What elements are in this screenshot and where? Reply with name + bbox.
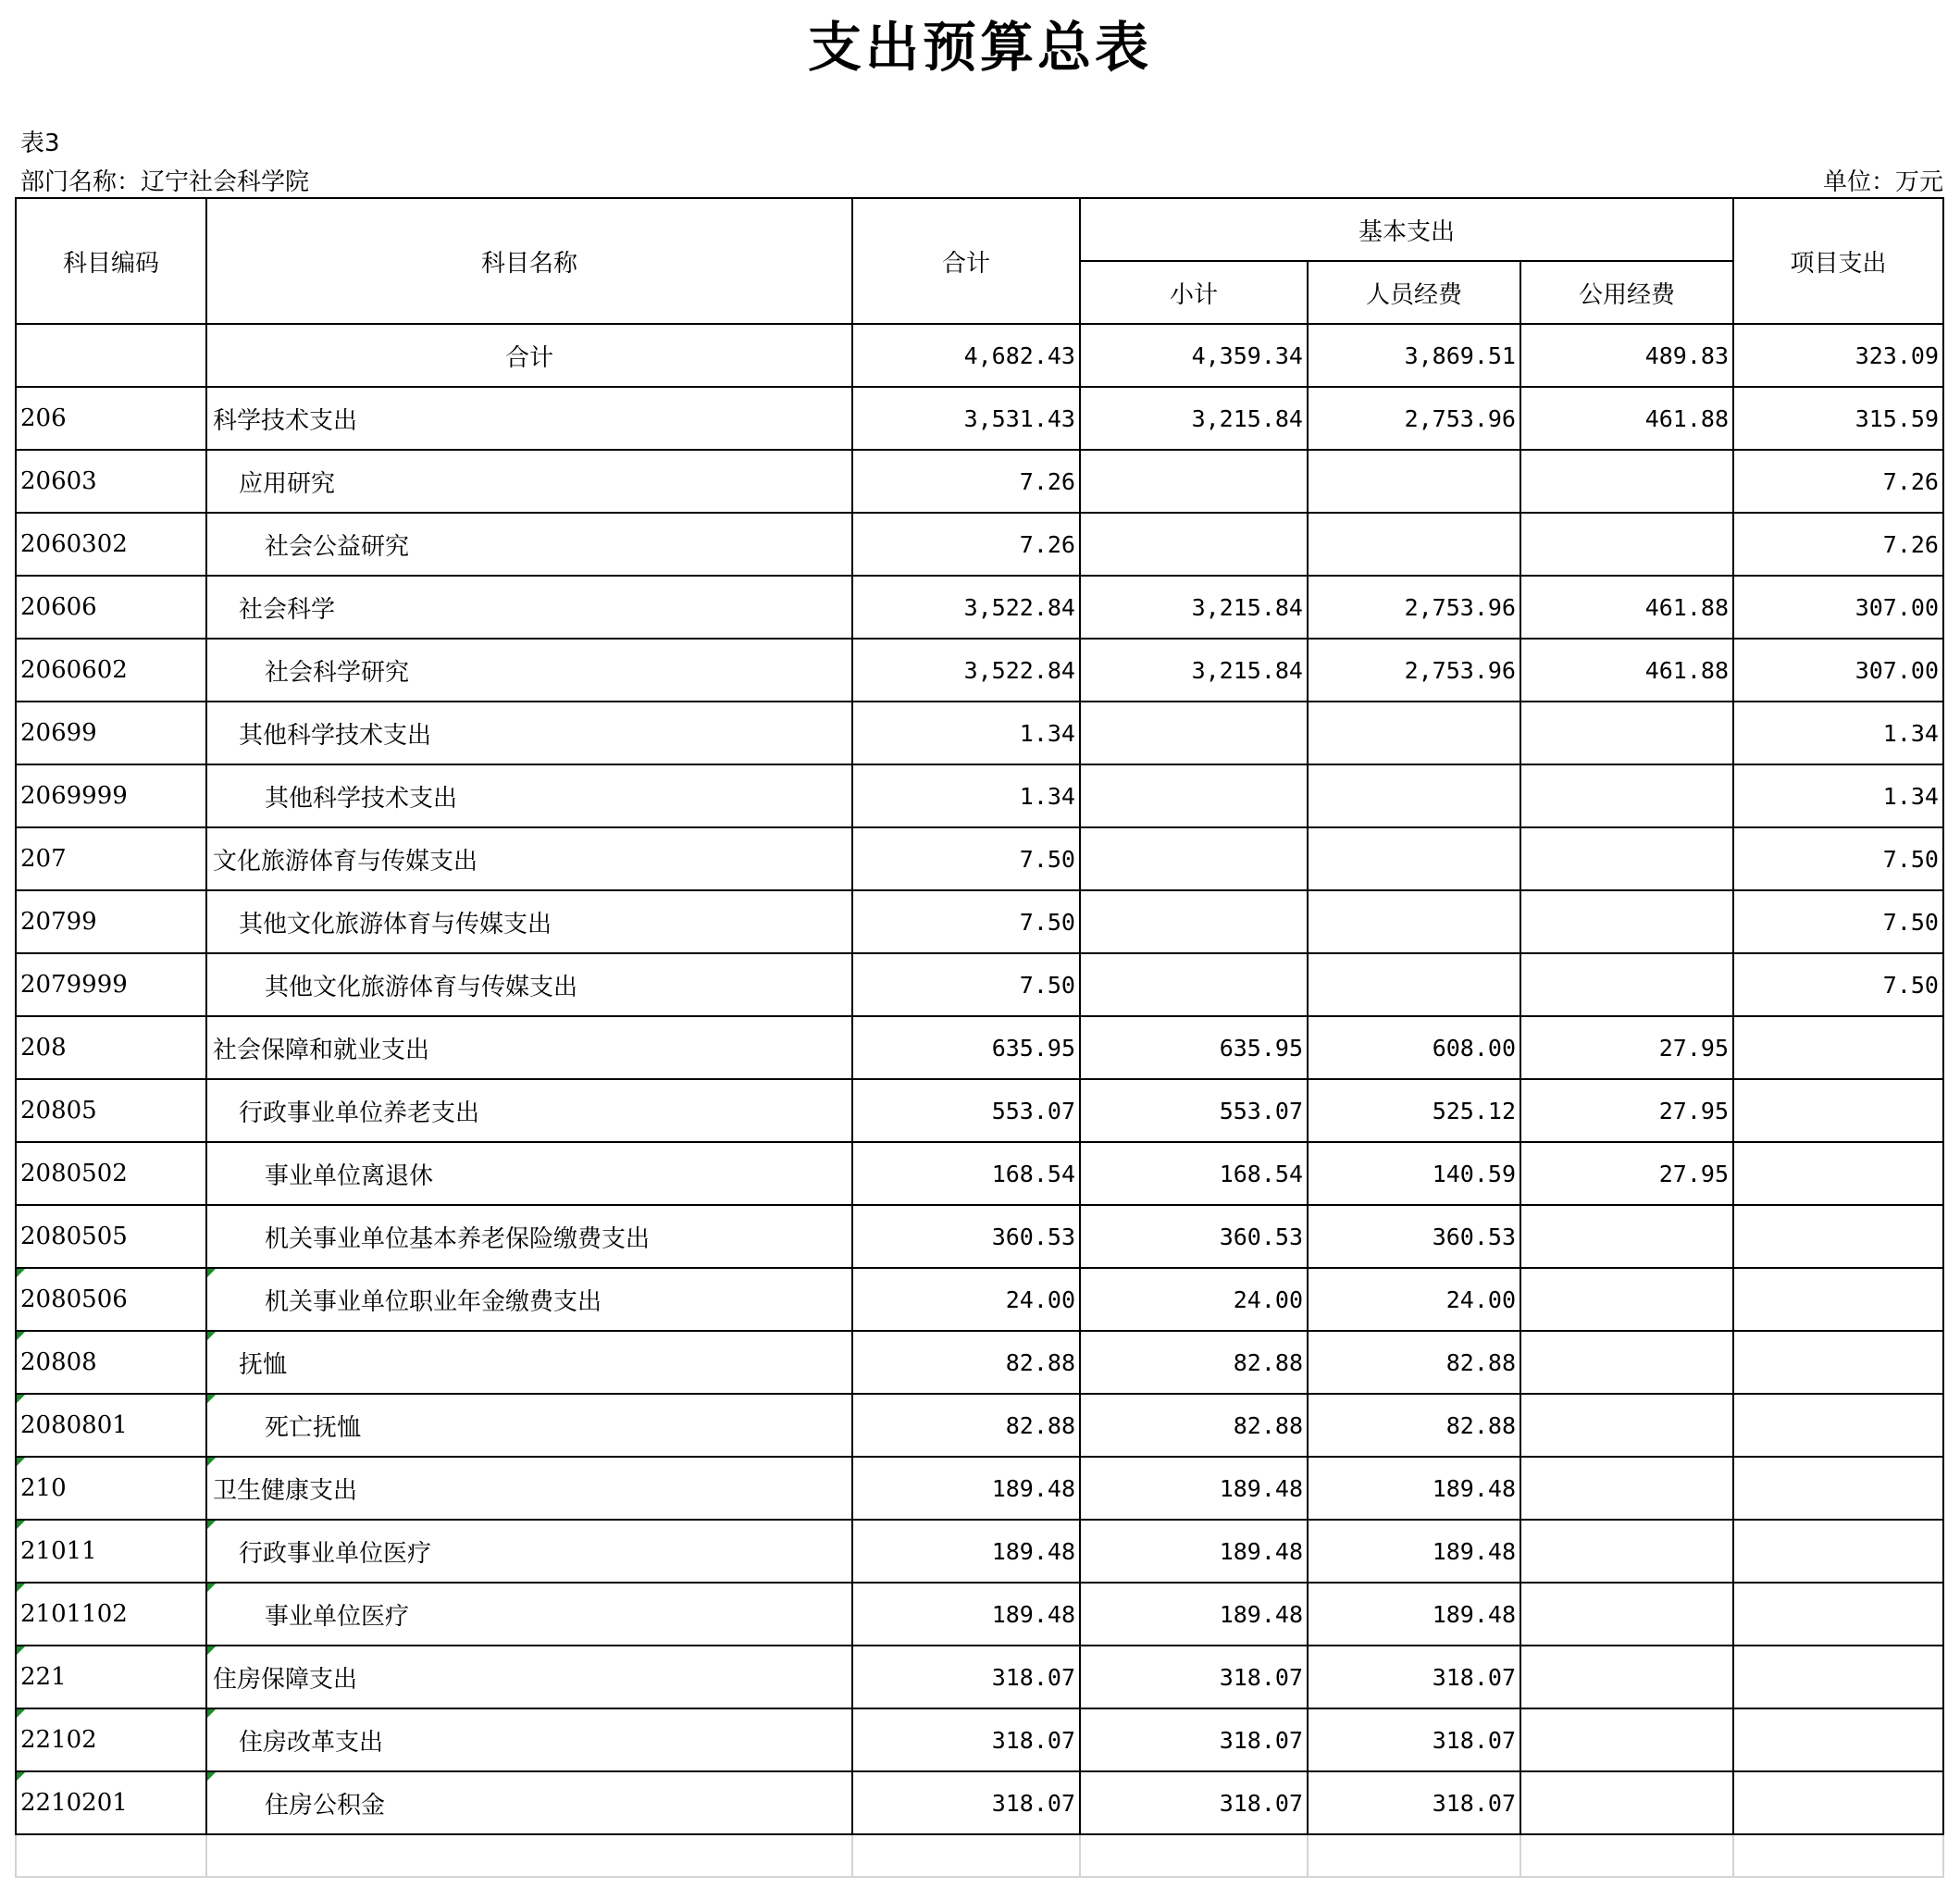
cell-name: 机关事业单位基本养老保险缴费支出 xyxy=(206,1205,852,1268)
table-row xyxy=(16,513,1943,576)
empty-cell xyxy=(1733,1834,1943,1877)
header-total: 合计 xyxy=(852,198,1080,324)
cell-subtotal: 318.07 xyxy=(1080,1771,1308,1834)
cell-project: 1.34 xyxy=(1733,764,1943,827)
cell-public xyxy=(1520,1708,1733,1771)
header-project: 项目支出 xyxy=(1733,198,1943,324)
cell-code: 206 xyxy=(16,387,206,450)
table-row xyxy=(16,764,1943,827)
cell-public xyxy=(1520,1268,1733,1331)
cell-personnel: 318.07 xyxy=(1308,1771,1520,1834)
empty-cell xyxy=(206,1834,852,1877)
cell-project: 323.09 xyxy=(1733,324,1943,387)
cell-total: 189.48 xyxy=(852,1520,1080,1583)
cell-name: 行政事业单位养老支出 xyxy=(206,1079,852,1142)
table-row xyxy=(16,450,1943,513)
cell-subtotal: 318.07 xyxy=(1080,1646,1308,1708)
cell-code: 2079999 xyxy=(16,953,206,1016)
cell-total: 3,531.43 xyxy=(852,387,1080,450)
cell-personnel xyxy=(1308,764,1520,827)
cell-total: 24.00 xyxy=(852,1268,1080,1331)
cell-subtotal xyxy=(1080,513,1308,576)
department-name: 部门名称：辽宁社会科学院 xyxy=(20,168,310,196)
cell-personnel: 318.07 xyxy=(1308,1646,1520,1708)
table-row xyxy=(16,1583,1943,1646)
cell-name: 合计 xyxy=(206,324,852,387)
cell-subtotal: 3,215.84 xyxy=(1080,387,1308,450)
table-row xyxy=(16,1142,1943,1205)
cell-personnel: 82.88 xyxy=(1308,1394,1520,1457)
cell-personnel xyxy=(1308,953,1520,1016)
cell-name: 科学技术支出 xyxy=(206,387,852,450)
cell-personnel: 3,869.51 xyxy=(1308,324,1520,387)
table-row xyxy=(16,1394,1943,1457)
cell-subtotal xyxy=(1080,890,1308,953)
cell-personnel xyxy=(1308,890,1520,953)
cell-total: 3,522.84 xyxy=(852,639,1080,702)
table-row xyxy=(16,1268,1943,1331)
cell-public: 27.95 xyxy=(1520,1016,1733,1079)
cell-subtotal: 318.07 xyxy=(1080,1708,1308,1771)
cell-personnel: 24.00 xyxy=(1308,1268,1520,1331)
cell-total: 318.07 xyxy=(852,1646,1080,1708)
cell-code: 20808 xyxy=(16,1331,206,1394)
cell-public: 461.88 xyxy=(1520,639,1733,702)
cell-total: 168.54 xyxy=(852,1142,1080,1205)
table-row xyxy=(16,1016,1943,1079)
cell-personnel: 189.48 xyxy=(1308,1457,1520,1520)
cell-subtotal: 24.00 xyxy=(1080,1268,1308,1331)
cell-subtotal: 553.07 xyxy=(1080,1079,1308,1142)
cell-code: 20603 xyxy=(16,450,206,513)
cell-code: 208 xyxy=(16,1016,206,1079)
cell-code: 22102 xyxy=(16,1708,206,1771)
cell-code: 20699 xyxy=(16,702,206,764)
cell-subtotal: 82.88 xyxy=(1080,1331,1308,1394)
cell-project: 1.34 xyxy=(1733,702,1943,764)
empty-cell xyxy=(852,1834,1080,1877)
cell-subtotal xyxy=(1080,450,1308,513)
cell-code: 2060302 xyxy=(16,513,206,576)
cell-project: 307.00 xyxy=(1733,639,1943,702)
cell-personnel: 189.48 xyxy=(1308,1583,1520,1646)
cell-total: 7.50 xyxy=(852,890,1080,953)
cell-project: 7.50 xyxy=(1733,953,1943,1016)
cell-personnel: 2,753.96 xyxy=(1308,639,1520,702)
empty-cell xyxy=(1520,1834,1733,1877)
cell-project xyxy=(1733,1708,1943,1771)
cell-name: 住房保障支出 xyxy=(206,1646,852,1708)
cell-project xyxy=(1733,1016,1943,1079)
cell-subtotal: 635.95 xyxy=(1080,1016,1308,1079)
cell-public xyxy=(1520,953,1733,1016)
cell-subtotal xyxy=(1080,702,1308,764)
cell-subtotal xyxy=(1080,764,1308,827)
cell-code: 2080505 xyxy=(16,1205,206,1268)
empty-cell xyxy=(1080,1834,1308,1877)
cell-total: 4,682.43 xyxy=(852,324,1080,387)
cell-public: 461.88 xyxy=(1520,387,1733,450)
cell-personnel xyxy=(1308,702,1520,764)
table-row xyxy=(16,324,1943,387)
cell-total: 553.07 xyxy=(852,1079,1080,1142)
cell-public: 27.95 xyxy=(1520,1079,1733,1142)
cell-name: 社会科学研究 xyxy=(206,639,852,702)
cell-public xyxy=(1520,827,1733,890)
cell-code xyxy=(16,324,206,387)
cell-code: 207 xyxy=(16,827,206,890)
cell-name: 其他文化旅游体育与传媒支出 xyxy=(206,953,852,1016)
cell-personnel: 140.59 xyxy=(1308,1142,1520,1205)
page-title: 支出预算总表 xyxy=(807,16,1152,79)
header-name: 科目名称 xyxy=(206,198,852,324)
cell-project: 7.26 xyxy=(1733,513,1943,576)
cell-total: 189.48 xyxy=(852,1457,1080,1520)
cell-total: 360.53 xyxy=(852,1205,1080,1268)
cell-name: 住房公积金 xyxy=(206,1771,852,1834)
cell-code: 2101102 xyxy=(16,1583,206,1646)
cell-total: 82.88 xyxy=(852,1331,1080,1394)
cell-total: 318.07 xyxy=(852,1771,1080,1834)
empty-row xyxy=(16,1834,1943,1877)
cell-project xyxy=(1733,1583,1943,1646)
table-row xyxy=(16,1708,1943,1771)
unit-label: 单位：万元 xyxy=(1822,168,1943,196)
cell-project: 307.00 xyxy=(1733,576,1943,639)
cell-personnel: 2,753.96 xyxy=(1308,387,1520,450)
cell-name: 应用研究 xyxy=(206,450,852,513)
table-row xyxy=(16,1205,1943,1268)
cell-project: 7.26 xyxy=(1733,450,1943,513)
cell-subtotal xyxy=(1080,953,1308,1016)
cell-code: 20805 xyxy=(16,1079,206,1142)
cell-public xyxy=(1520,1771,1733,1834)
cell-personnel xyxy=(1308,513,1520,576)
cell-total: 7.50 xyxy=(852,953,1080,1016)
cell-public xyxy=(1520,1394,1733,1457)
cell-public xyxy=(1520,764,1733,827)
cell-subtotal: 82.88 xyxy=(1080,1394,1308,1457)
table-row xyxy=(16,1079,1943,1142)
cell-project: 7.50 xyxy=(1733,827,1943,890)
table-row xyxy=(16,953,1943,1016)
cell-subtotal: 3,215.84 xyxy=(1080,639,1308,702)
cell-total: 7.26 xyxy=(852,513,1080,576)
cell-name: 社会科学 xyxy=(206,576,852,639)
empty-cell xyxy=(16,1834,206,1877)
cell-name: 事业单位离退休 xyxy=(206,1142,852,1205)
table-header xyxy=(16,198,1943,324)
table-row xyxy=(16,1331,1943,1394)
header-personnel: 人员经费 xyxy=(1308,261,1520,324)
cell-project xyxy=(1733,1520,1943,1583)
cell-code: 2080801 xyxy=(16,1394,206,1457)
cell-total: 82.88 xyxy=(852,1394,1080,1457)
cell-total: 318.07 xyxy=(852,1708,1080,1771)
cell-code: 2210201 xyxy=(16,1771,206,1834)
table-row xyxy=(16,1520,1943,1583)
table-row xyxy=(16,702,1943,764)
cell-code: 20606 xyxy=(16,576,206,639)
table-row xyxy=(16,1457,1943,1520)
cell-name: 其他科学技术支出 xyxy=(206,764,852,827)
cell-name: 事业单位医疗 xyxy=(206,1583,852,1646)
cell-public: 461.88 xyxy=(1520,576,1733,639)
header-code: 科目编码 xyxy=(16,198,206,324)
cell-project xyxy=(1733,1646,1943,1708)
cell-name: 机关事业单位职业年金缴费支出 xyxy=(206,1268,852,1331)
table-number: 表3 xyxy=(20,130,60,157)
cell-name: 抚恤 xyxy=(206,1331,852,1394)
budget-table xyxy=(15,197,1944,1878)
header-subtotal: 小计 xyxy=(1080,261,1308,324)
table-row xyxy=(16,639,1943,702)
cell-public xyxy=(1520,1520,1733,1583)
cell-code: 2080506 xyxy=(16,1268,206,1331)
cell-public xyxy=(1520,1583,1733,1646)
cell-name: 其他文化旅游体育与传媒支出 xyxy=(206,890,852,953)
cell-project xyxy=(1733,1079,1943,1142)
cell-public: 489.83 xyxy=(1520,324,1733,387)
table-row xyxy=(16,1771,1943,1834)
budget-table-container xyxy=(15,197,1944,1878)
cell-subtotal: 189.48 xyxy=(1080,1583,1308,1646)
table-row xyxy=(16,890,1943,953)
cell-personnel: 82.88 xyxy=(1308,1331,1520,1394)
cell-personnel: 2,753.96 xyxy=(1308,576,1520,639)
cell-personnel: 318.07 xyxy=(1308,1708,1520,1771)
cell-code: 210 xyxy=(16,1457,206,1520)
cell-public: 27.95 xyxy=(1520,1142,1733,1205)
table-body xyxy=(16,324,1943,1877)
cell-personnel xyxy=(1308,450,1520,513)
cell-total: 7.50 xyxy=(852,827,1080,890)
cell-project xyxy=(1733,1268,1943,1331)
cell-public xyxy=(1520,890,1733,953)
cell-project xyxy=(1733,1394,1943,1457)
header-public: 公用经费 xyxy=(1520,261,1733,324)
cell-code: 221 xyxy=(16,1646,206,1708)
header-basic: 基本支出 xyxy=(1080,198,1733,261)
table-row xyxy=(16,827,1943,890)
cell-project xyxy=(1733,1457,1943,1520)
cell-total: 635.95 xyxy=(852,1016,1080,1079)
cell-total: 1.34 xyxy=(852,702,1080,764)
cell-total: 1.34 xyxy=(852,764,1080,827)
table-row xyxy=(16,1646,1943,1708)
cell-code: 21011 xyxy=(16,1520,206,1583)
cell-project: 7.50 xyxy=(1733,890,1943,953)
cell-personnel: 189.48 xyxy=(1308,1520,1520,1583)
cell-name: 住房改革支出 xyxy=(206,1708,852,1771)
cell-name: 行政事业单位医疗 xyxy=(206,1520,852,1583)
cell-project xyxy=(1733,1771,1943,1834)
cell-name: 死亡抚恤 xyxy=(206,1394,852,1457)
cell-name: 社会保障和就业支出 xyxy=(206,1016,852,1079)
cell-personnel: 525.12 xyxy=(1308,1079,1520,1142)
cell-public xyxy=(1520,1205,1733,1268)
cell-name: 卫生健康支出 xyxy=(206,1457,852,1520)
cell-project: 315.59 xyxy=(1733,387,1943,450)
cell-public xyxy=(1520,513,1733,576)
cell-subtotal: 4,359.34 xyxy=(1080,324,1308,387)
cell-project xyxy=(1733,1331,1943,1394)
cell-subtotal: 189.48 xyxy=(1080,1520,1308,1583)
cell-subtotal: 168.54 xyxy=(1080,1142,1308,1205)
cell-subtotal: 189.48 xyxy=(1080,1457,1308,1520)
cell-personnel: 360.53 xyxy=(1308,1205,1520,1268)
cell-personnel: 608.00 xyxy=(1308,1016,1520,1079)
cell-name: 社会公益研究 xyxy=(206,513,852,576)
cell-name: 其他科学技术支出 xyxy=(206,702,852,764)
cell-subtotal: 360.53 xyxy=(1080,1205,1308,1268)
cell-subtotal: 3,215.84 xyxy=(1080,576,1308,639)
cell-project xyxy=(1733,1142,1943,1205)
table-row xyxy=(16,387,1943,450)
cell-public xyxy=(1520,1646,1733,1708)
cell-code: 2069999 xyxy=(16,764,206,827)
cell-total: 3,522.84 xyxy=(852,576,1080,639)
cell-subtotal xyxy=(1080,827,1308,890)
cell-total: 189.48 xyxy=(852,1583,1080,1646)
cell-public xyxy=(1520,450,1733,513)
cell-public xyxy=(1520,1331,1733,1394)
cell-public xyxy=(1520,702,1733,764)
cell-total: 7.26 xyxy=(852,450,1080,513)
cell-code: 2080502 xyxy=(16,1142,206,1205)
cell-personnel xyxy=(1308,827,1520,890)
empty-cell xyxy=(1308,1834,1520,1877)
cell-name: 文化旅游体育与传媒支出 xyxy=(206,827,852,890)
cell-project xyxy=(1733,1205,1943,1268)
cell-code: 2060602 xyxy=(16,639,206,702)
cell-public xyxy=(1520,1457,1733,1520)
table-row xyxy=(16,576,1943,639)
cell-code: 20799 xyxy=(16,890,206,953)
